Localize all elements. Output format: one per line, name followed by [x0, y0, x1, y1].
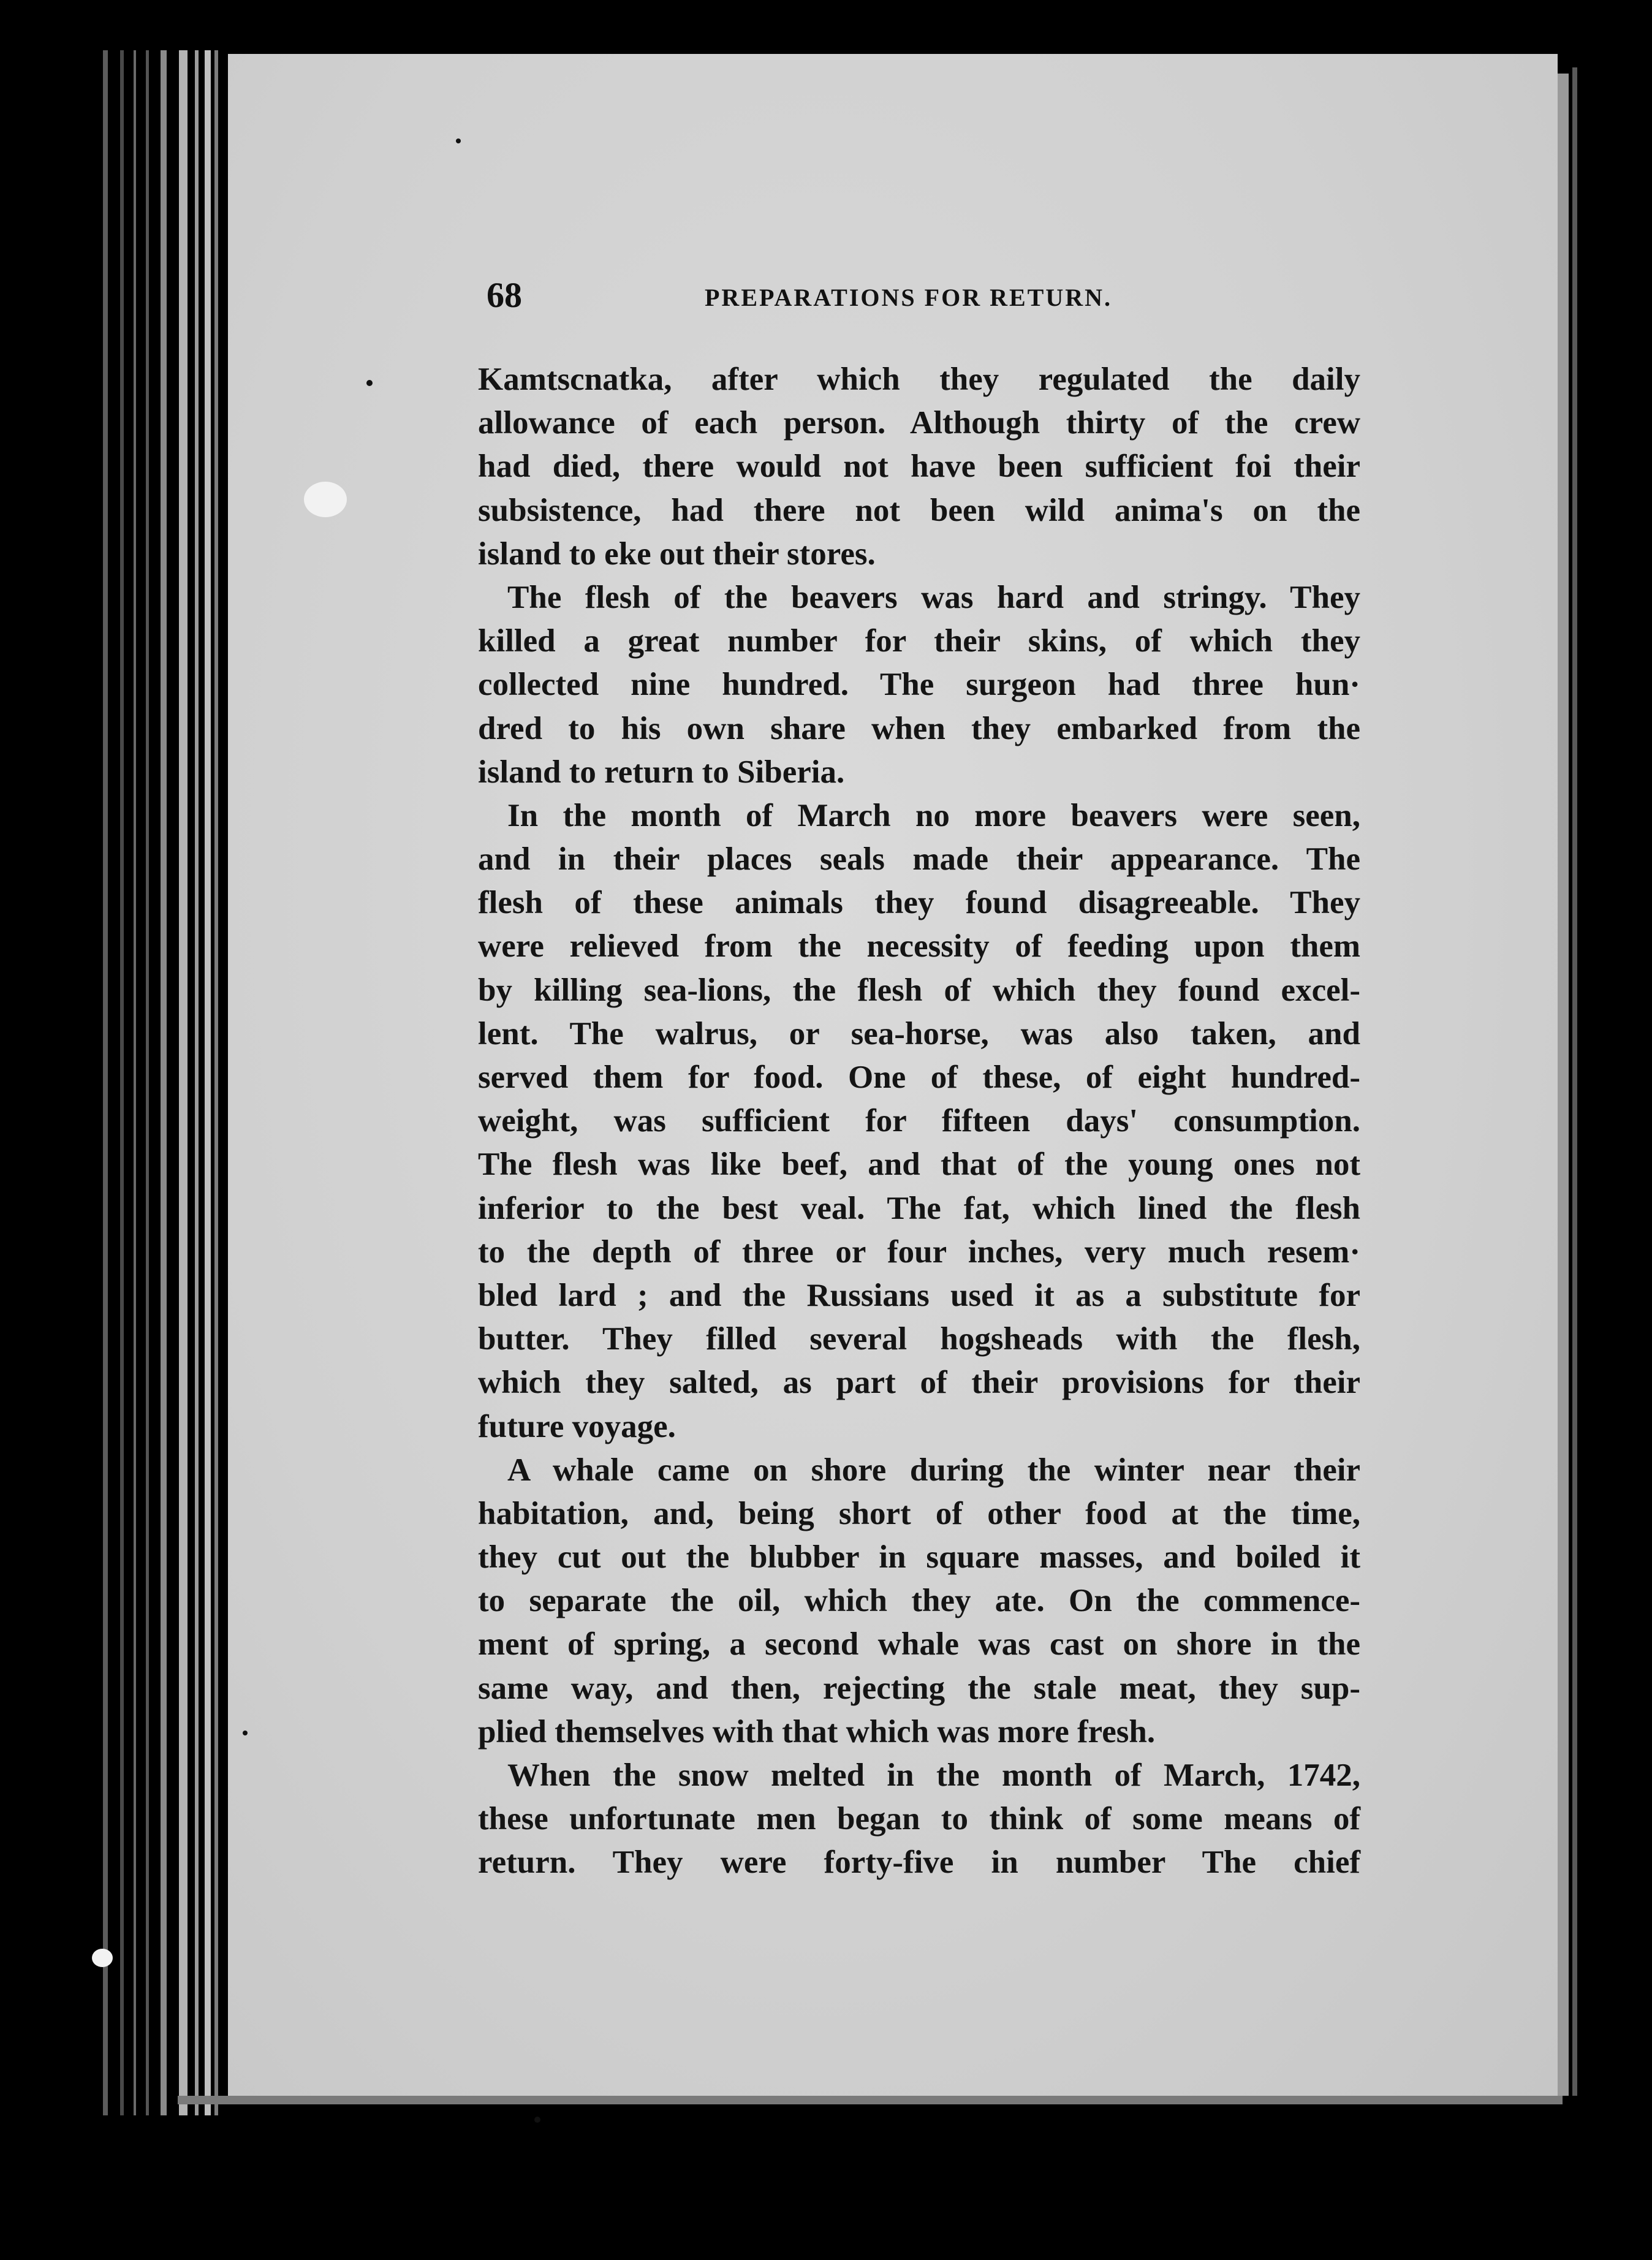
binding-edge-line [103, 50, 108, 2115]
text-line: were relieved from the necessity of feeding upon them [478, 928, 1360, 965]
scan-speck [456, 138, 461, 143]
text-line: they cut out the blubber in square masses, and boiled it [478, 1539, 1360, 1576]
text-line: subsistence, had there not been wild anima's on the [478, 492, 1360, 528]
running-title: PREPARATIONS FOR RETURN. [705, 284, 1112, 311]
text-line: island to return to Siberia. [478, 754, 845, 790]
text-line: plied themselves with that which was more fresh. [478, 1713, 1156, 1750]
paragraph-start-line: In the month of March no more beavers were seen, [507, 797, 1360, 833]
text-line: these unfortunate men began to think of some means of [478, 1801, 1360, 1837]
page-right-edge [1558, 74, 1569, 2096]
page-number: 68 [487, 275, 522, 315]
text-line: weight, was sufficient for fifteen days' consumption. [478, 1103, 1360, 1139]
text-line: ment of spring, a second whale was cast on shore in the [478, 1626, 1360, 1663]
scan-speck [366, 380, 373, 386]
scan-speck [243, 1731, 248, 1735]
text-line: flesh of these animals they found disagreeable. They [478, 885, 1360, 921]
text-line: same way, and then, rejecting the stale meat, they sup- [478, 1670, 1360, 1706]
binding-edge-line [205, 50, 211, 2115]
binding-edge-line [195, 50, 199, 2115]
text-line: return. They were forty-five in number The chief [478, 1845, 1360, 1881]
text-line: future voyage. [478, 1408, 676, 1444]
binding-edge-line [179, 50, 188, 2115]
text-line: The flesh was like beef, and that of the young ones not [478, 1147, 1360, 1183]
binding-edge-line [146, 50, 149, 2115]
text-line: lent. The walrus, or sea-horse, was also taken, and [478, 1015, 1360, 1052]
scan-speck [534, 2117, 540, 2123]
binding-edge-line [161, 50, 167, 2115]
binding-edge-line [120, 50, 124, 2115]
page-bottom-edge [178, 2096, 1563, 2104]
text-line: allowance of each person. Although thirty of the crew [478, 405, 1360, 441]
scan-speck [92, 1949, 113, 1967]
text-line: collected nine hundred. The surgeon had three hun· [478, 667, 1360, 703]
binding-edge-line [134, 50, 136, 2115]
text-line: by killing sea-lions, the flesh of which they found excel- [478, 972, 1360, 1008]
paragraph-start-line: When the snow melted in the month of March, 1742, [507, 1758, 1360, 1793]
paragraph-start-line: A whale came on shore during the winter near their [507, 1452, 1360, 1488]
text-line: had died, there would not have been sufficient foi their [478, 449, 1360, 485]
text-line: bled lard ; and the Russians used it as a substitute for [478, 1277, 1360, 1313]
text-line: killed a great number for their skins, of which they [478, 623, 1360, 659]
scan-speck [304, 482, 347, 517]
text-line: served them for food. One of these, of eight hundred- [478, 1060, 1360, 1095]
text-line: which they salted, as part of their provisions for their [478, 1365, 1360, 1401]
text-line: habitation, and, being short of other food at the time, [478, 1495, 1360, 1531]
text-line: inferior to the best veal. The fat, which lined the flesh [478, 1190, 1360, 1226]
body-text [478, 358, 1360, 1885]
text-line: to the depth of three or four inches, very much resem· [478, 1234, 1360, 1270]
binding-edge-line [214, 50, 218, 2115]
text-line: Kamtscnatka, after which they regulated the daily [478, 362, 1360, 397]
page-header [487, 275, 1148, 317]
next-page-edge [1572, 67, 1577, 2096]
text-line: butter. They filled several hogsheads with the flesh, [478, 1321, 1360, 1357]
text-line: and in their places seals made their appearance. The [478, 841, 1360, 878]
paragraph-start-line: The flesh of the beavers was hard and stringy. They [507, 579, 1360, 615]
text-line: to separate the oil, which they ate. On the commence- [478, 1583, 1360, 1619]
text-line: dred to his own share when they embarked from the [478, 710, 1360, 746]
text-line: island to eke out their stores. [478, 536, 876, 572]
